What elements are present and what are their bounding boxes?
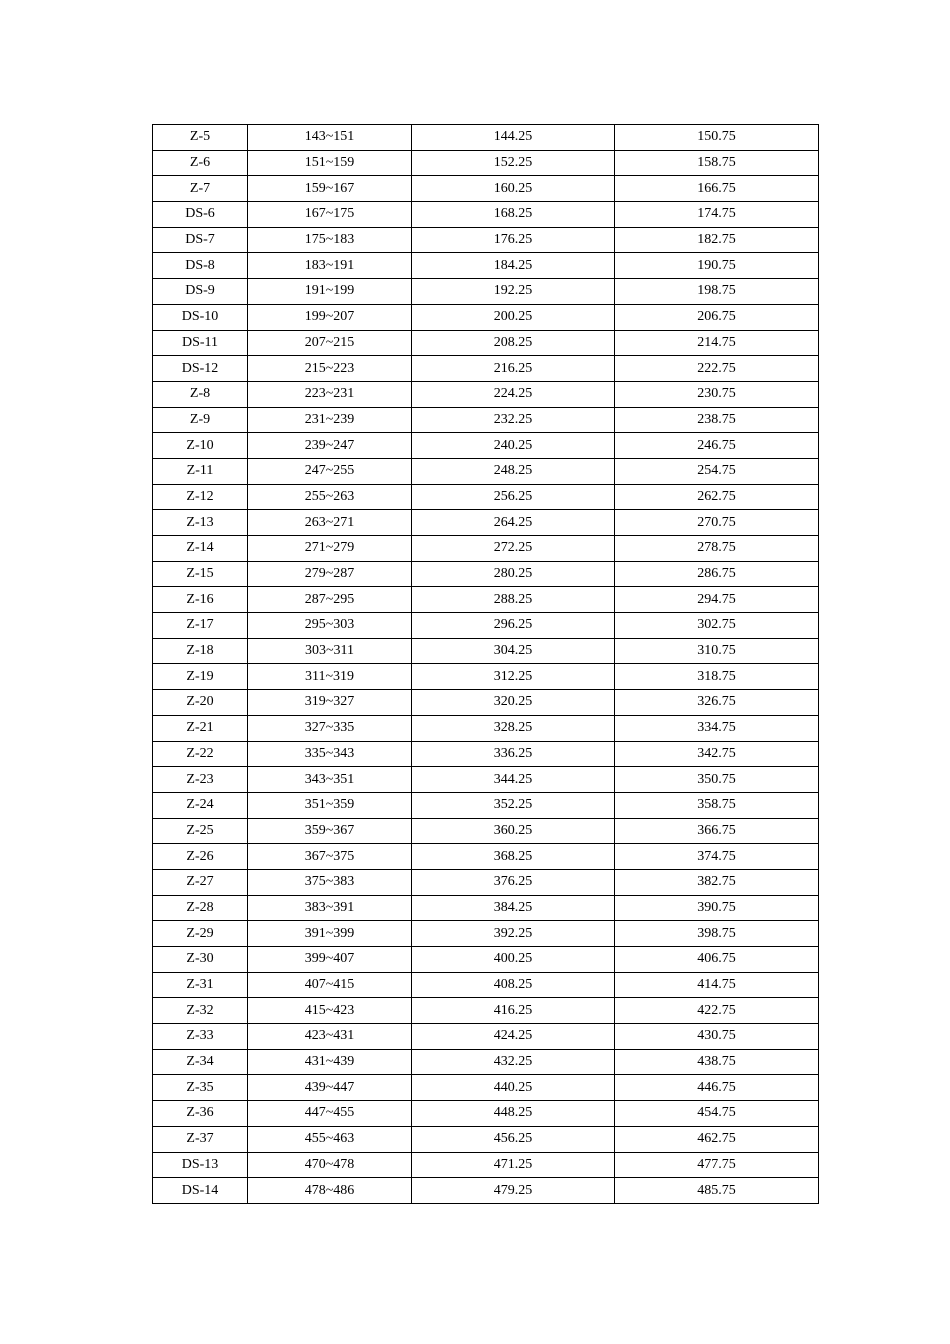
row-label-cell: Z-27 (153, 869, 248, 895)
end-value-cell: 182.75 (615, 227, 819, 253)
table-row (153, 613, 819, 639)
row-label-cell: DS-11 (153, 330, 248, 356)
table-row (153, 330, 819, 356)
end-value-cell: 366.75 (615, 818, 819, 844)
end-value-cell: 382.75 (615, 869, 819, 895)
start-value-cell: 424.25 (412, 1024, 615, 1050)
end-value-cell: 358.75 (615, 792, 819, 818)
table-row (153, 1126, 819, 1152)
start-value-cell: 288.25 (412, 587, 615, 613)
end-value-cell: 446.75 (615, 1075, 819, 1101)
start-value-cell: 456.25 (412, 1126, 615, 1152)
row-label-cell: Z-7 (153, 176, 248, 202)
end-value-cell: 206.75 (615, 304, 819, 330)
end-value-cell: 390.75 (615, 895, 819, 921)
range-cell: 303~311 (248, 638, 412, 664)
range-cell: 351~359 (248, 792, 412, 818)
table-row (153, 125, 819, 151)
end-value-cell: 222.75 (615, 356, 819, 382)
end-value-cell: 174.75 (615, 202, 819, 228)
data-table (152, 124, 819, 1204)
start-value-cell: 408.25 (412, 972, 615, 998)
start-value-cell: 400.25 (412, 947, 615, 973)
row-label-cell: Z-15 (153, 561, 248, 587)
start-value-cell: 392.25 (412, 921, 615, 947)
start-value-cell: 168.25 (412, 202, 615, 228)
table-row (153, 202, 819, 228)
end-value-cell: 454.75 (615, 1101, 819, 1127)
table-row (153, 458, 819, 484)
row-label-cell: Z-14 (153, 536, 248, 562)
row-label-cell: Z-36 (153, 1101, 248, 1127)
row-label-cell: Z-10 (153, 433, 248, 459)
table-row (153, 767, 819, 793)
table-row (153, 407, 819, 433)
table-row (153, 1178, 819, 1204)
row-label-cell: Z-33 (153, 1024, 248, 1050)
table-row (153, 947, 819, 973)
range-cell: 175~183 (248, 227, 412, 253)
table-row (153, 356, 819, 382)
table-row (153, 433, 819, 459)
row-label-cell: Z-23 (153, 767, 248, 793)
start-value-cell: 176.25 (412, 227, 615, 253)
table-row (153, 638, 819, 664)
end-value-cell: 318.75 (615, 664, 819, 690)
start-value-cell: 256.25 (412, 484, 615, 510)
row-label-cell: Z-8 (153, 381, 248, 407)
table-row (153, 921, 819, 947)
table-row (153, 792, 819, 818)
range-cell: 375~383 (248, 869, 412, 895)
table-row (153, 972, 819, 998)
end-value-cell: 262.75 (615, 484, 819, 510)
range-cell: 247~255 (248, 458, 412, 484)
range-cell: 367~375 (248, 844, 412, 870)
row-label-cell: Z-31 (153, 972, 248, 998)
end-value-cell: 477.75 (615, 1152, 819, 1178)
table-row (153, 279, 819, 305)
row-label-cell: Z-5 (153, 125, 248, 151)
row-label-cell: Z-6 (153, 150, 248, 176)
range-cell: 431~439 (248, 1049, 412, 1075)
end-value-cell: 430.75 (615, 1024, 819, 1050)
row-label-cell: DS-7 (153, 227, 248, 253)
range-cell: 279~287 (248, 561, 412, 587)
range-cell: 191~199 (248, 279, 412, 305)
end-value-cell: 414.75 (615, 972, 819, 998)
end-value-cell: 214.75 (615, 330, 819, 356)
table-row (153, 176, 819, 202)
end-value-cell: 150.75 (615, 125, 819, 151)
range-cell: 311~319 (248, 664, 412, 690)
row-label-cell: Z-25 (153, 818, 248, 844)
start-value-cell: 471.25 (412, 1152, 615, 1178)
start-value-cell: 312.25 (412, 664, 615, 690)
row-label-cell: Z-18 (153, 638, 248, 664)
row-label-cell: DS-8 (153, 253, 248, 279)
start-value-cell: 479.25 (412, 1178, 615, 1204)
end-value-cell: 438.75 (615, 1049, 819, 1075)
start-value-cell: 360.25 (412, 818, 615, 844)
start-value-cell: 304.25 (412, 638, 615, 664)
row-label-cell: Z-37 (153, 1126, 248, 1152)
end-value-cell: 198.75 (615, 279, 819, 305)
range-cell: 207~215 (248, 330, 412, 356)
table-row (153, 715, 819, 741)
start-value-cell: 248.25 (412, 458, 615, 484)
range-cell: 143~151 (248, 125, 412, 151)
table-row (153, 690, 819, 716)
row-label-cell: DS-12 (153, 356, 248, 382)
end-value-cell: 485.75 (615, 1178, 819, 1204)
range-cell: 151~159 (248, 150, 412, 176)
row-label-cell: DS-13 (153, 1152, 248, 1178)
range-cell: 423~431 (248, 1024, 412, 1050)
range-cell: 223~231 (248, 381, 412, 407)
start-value-cell: 336.25 (412, 741, 615, 767)
start-value-cell: 232.25 (412, 407, 615, 433)
row-label-cell: Z-32 (153, 998, 248, 1024)
start-value-cell: 368.25 (412, 844, 615, 870)
end-value-cell: 294.75 (615, 587, 819, 613)
row-label-cell: DS-9 (153, 279, 248, 305)
row-label-cell: Z-11 (153, 458, 248, 484)
range-cell: 287~295 (248, 587, 412, 613)
table-row (153, 484, 819, 510)
end-value-cell: 334.75 (615, 715, 819, 741)
row-label-cell: Z-16 (153, 587, 248, 613)
end-value-cell: 246.75 (615, 433, 819, 459)
start-value-cell: 224.25 (412, 381, 615, 407)
end-value-cell: 374.75 (615, 844, 819, 870)
row-label-cell: Z-26 (153, 844, 248, 870)
row-label-cell: DS-14 (153, 1178, 248, 1204)
table-row (153, 664, 819, 690)
start-value-cell: 448.25 (412, 1101, 615, 1127)
range-cell: 407~415 (248, 972, 412, 998)
row-label-cell: Z-9 (153, 407, 248, 433)
start-value-cell: 152.25 (412, 150, 615, 176)
start-value-cell: 264.25 (412, 510, 615, 536)
start-value-cell: 352.25 (412, 792, 615, 818)
row-label-cell: Z-30 (153, 947, 248, 973)
row-label-cell: Z-34 (153, 1049, 248, 1075)
row-label-cell: Z-22 (153, 741, 248, 767)
table-row (153, 381, 819, 407)
table-row (153, 304, 819, 330)
start-value-cell: 184.25 (412, 253, 615, 279)
range-cell: 399~407 (248, 947, 412, 973)
range-cell: 327~335 (248, 715, 412, 741)
table-row (153, 227, 819, 253)
end-value-cell: 302.75 (615, 613, 819, 639)
end-value-cell: 238.75 (615, 407, 819, 433)
end-value-cell: 422.75 (615, 998, 819, 1024)
row-label-cell: DS-6 (153, 202, 248, 228)
table-row (153, 1075, 819, 1101)
range-cell: 455~463 (248, 1126, 412, 1152)
end-value-cell: 166.75 (615, 176, 819, 202)
row-label-cell: Z-12 (153, 484, 248, 510)
start-value-cell: 192.25 (412, 279, 615, 305)
end-value-cell: 158.75 (615, 150, 819, 176)
start-value-cell: 296.25 (412, 613, 615, 639)
table-row (153, 1049, 819, 1075)
range-cell: 359~367 (248, 818, 412, 844)
range-cell: 470~478 (248, 1152, 412, 1178)
end-value-cell: 286.75 (615, 561, 819, 587)
end-value-cell: 270.75 (615, 510, 819, 536)
range-cell: 319~327 (248, 690, 412, 716)
start-value-cell: 320.25 (412, 690, 615, 716)
end-value-cell: 254.75 (615, 458, 819, 484)
row-label-cell: Z-19 (153, 664, 248, 690)
table-row (153, 1152, 819, 1178)
end-value-cell: 350.75 (615, 767, 819, 793)
end-value-cell: 278.75 (615, 536, 819, 562)
end-value-cell: 326.75 (615, 690, 819, 716)
end-value-cell: 342.75 (615, 741, 819, 767)
range-cell: 255~263 (248, 484, 412, 510)
table-row (153, 844, 819, 870)
end-value-cell: 462.75 (615, 1126, 819, 1152)
start-value-cell: 280.25 (412, 561, 615, 587)
start-value-cell: 344.25 (412, 767, 615, 793)
range-cell: 295~303 (248, 613, 412, 639)
start-value-cell: 328.25 (412, 715, 615, 741)
table-row (153, 869, 819, 895)
start-value-cell: 160.25 (412, 176, 615, 202)
row-label-cell: Z-24 (153, 792, 248, 818)
range-cell: 439~447 (248, 1075, 412, 1101)
end-value-cell: 398.75 (615, 921, 819, 947)
start-value-cell: 416.25 (412, 998, 615, 1024)
range-cell: 391~399 (248, 921, 412, 947)
range-cell: 167~175 (248, 202, 412, 228)
start-value-cell: 440.25 (412, 1075, 615, 1101)
range-cell: 343~351 (248, 767, 412, 793)
range-cell: 478~486 (248, 1178, 412, 1204)
table-row (153, 741, 819, 767)
table-row (153, 1101, 819, 1127)
start-value-cell: 144.25 (412, 125, 615, 151)
row-label-cell: Z-28 (153, 895, 248, 921)
table-row (153, 587, 819, 613)
row-label-cell: Z-35 (153, 1075, 248, 1101)
row-label-cell: Z-21 (153, 715, 248, 741)
start-value-cell: 432.25 (412, 1049, 615, 1075)
row-label-cell: Z-20 (153, 690, 248, 716)
table-body (153, 125, 819, 1204)
start-value-cell: 216.25 (412, 356, 615, 382)
table-row (153, 510, 819, 536)
table-row (153, 818, 819, 844)
start-value-cell: 200.25 (412, 304, 615, 330)
range-cell: 263~271 (248, 510, 412, 536)
table-row (153, 536, 819, 562)
table-row (153, 150, 819, 176)
table-row (153, 998, 819, 1024)
range-cell: 335~343 (248, 741, 412, 767)
range-cell: 239~247 (248, 433, 412, 459)
start-value-cell: 384.25 (412, 895, 615, 921)
row-label-cell: Z-13 (153, 510, 248, 536)
end-value-cell: 230.75 (615, 381, 819, 407)
start-value-cell: 240.25 (412, 433, 615, 459)
range-cell: 415~423 (248, 998, 412, 1024)
row-label-cell: Z-17 (153, 613, 248, 639)
range-cell: 231~239 (248, 407, 412, 433)
range-cell: 159~167 (248, 176, 412, 202)
table-row (153, 1024, 819, 1050)
range-cell: 271~279 (248, 536, 412, 562)
table-row (153, 561, 819, 587)
end-value-cell: 310.75 (615, 638, 819, 664)
row-label-cell: Z-29 (153, 921, 248, 947)
range-cell: 215~223 (248, 356, 412, 382)
end-value-cell: 190.75 (615, 253, 819, 279)
table-row (153, 895, 819, 921)
end-value-cell: 406.75 (615, 947, 819, 973)
row-label-cell: DS-10 (153, 304, 248, 330)
range-cell: 383~391 (248, 895, 412, 921)
range-cell: 183~191 (248, 253, 412, 279)
table-row (153, 253, 819, 279)
range-cell: 199~207 (248, 304, 412, 330)
start-value-cell: 272.25 (412, 536, 615, 562)
range-cell: 447~455 (248, 1101, 412, 1127)
start-value-cell: 376.25 (412, 869, 615, 895)
start-value-cell: 208.25 (412, 330, 615, 356)
